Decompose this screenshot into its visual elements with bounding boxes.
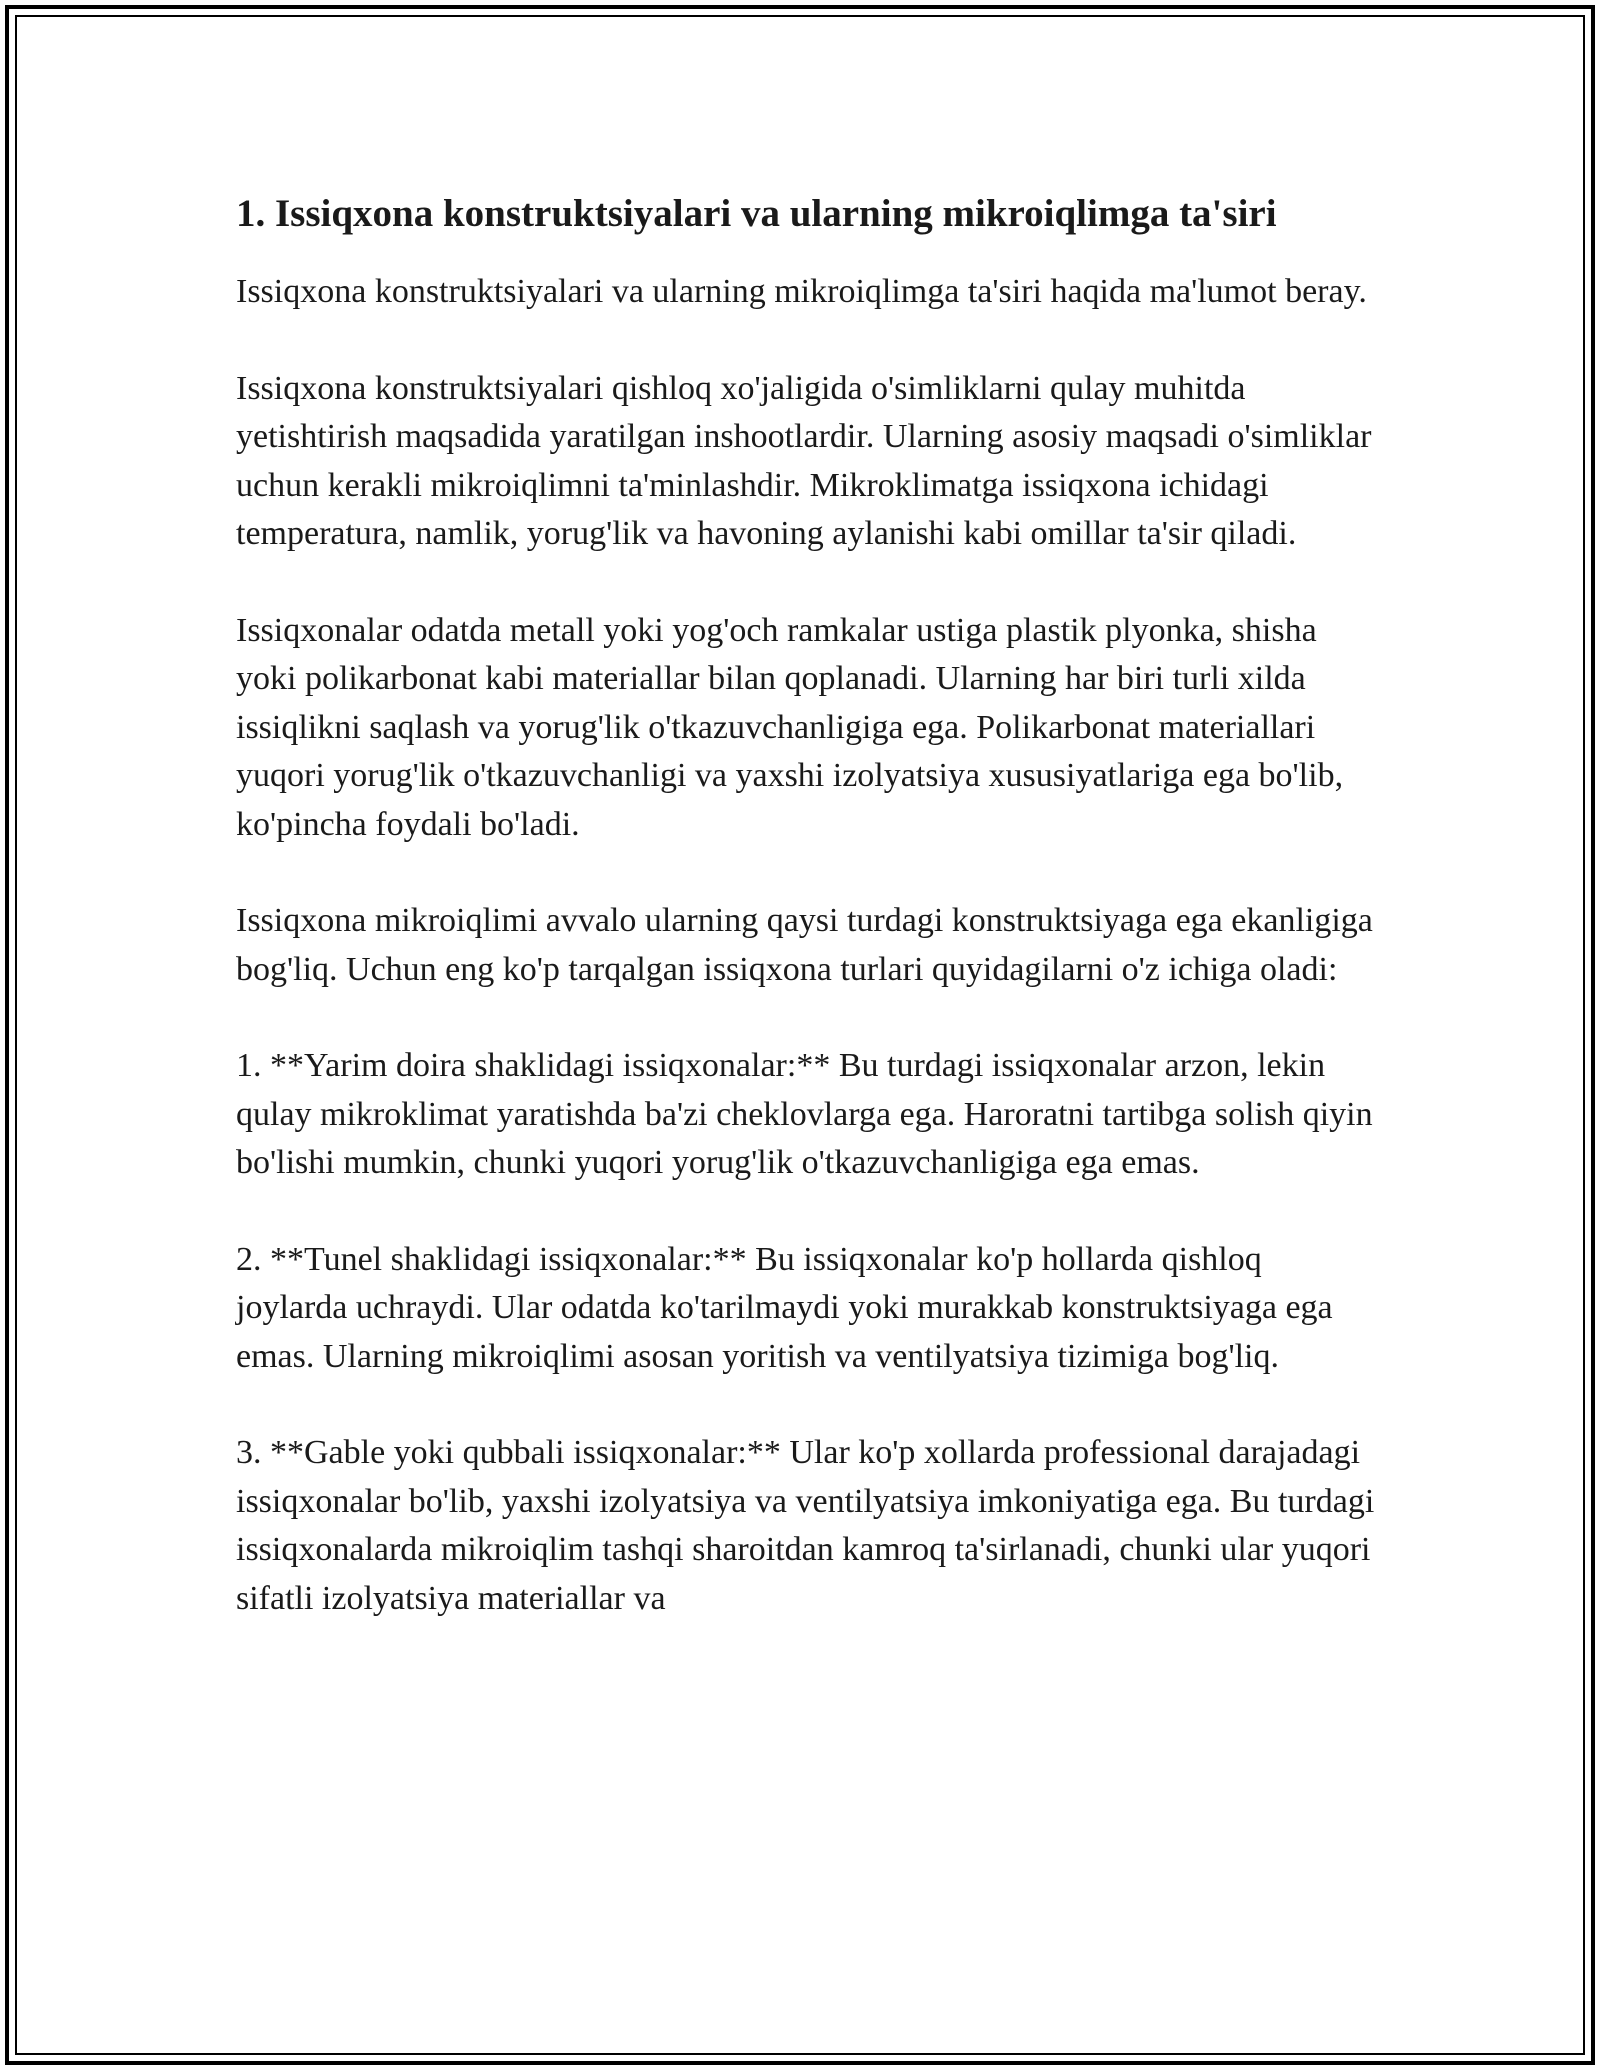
paragraph-types-intro: Issiqxona mikroiqlimi avvalo ularning qaysi turdagi konstruktsiyaga ega ekanligiga bog'liq. Uchun eng ko'p tarqalgan issiqxona turlari quyidagilarni o'z ichiga oladi: bbox=[236, 902, 1373, 988]
paragraph-intro: Issiqxona konstruktsiyalari va ularning mikroiqlimga ta'siri haqida ma'lumot beray. bbox=[236, 273, 1367, 310]
list-item-tunnel: 2. **Tunel shaklidagi issiqxonalar:** Bu issiqxonalar ko'p hollarda qishloq joylarda uchraydi. Ular odatda ko'tarilmaydi yoki murakkab konstruktsiyaga ega emas. Ularning mikroiqlimi asosan yoritish va ventilyatsiya tizimiga bog'liq. bbox=[236, 1240, 1333, 1375]
document-body bbox=[236, 190, 1376, 1671]
list-item-semicircle: 1. **Yarim doira shaklidagi issiqxonalar:** Bu turdagi issiqxonalar arzon, lekin qulay mikroklimat yaratishda ba'zi cheklovlarga ega. Haroratni tartibga solish qiyin bo'lishi mumkin, chunki yuqori yorug'lik o'tkazuvchanligiga ega emas. bbox=[236, 1047, 1373, 1181]
document-title: 1. Issiqxona konstruktsiyalari va ularning mikroiqlimga ta'siri bbox=[236, 192, 1277, 235]
list-item-gable: 3. **Gable yoki qubbali issiqxonalar:** Ular ko'p xollarda professional darajadagi issiqxonalar bo'lib, yaxshi izolyatsiya va ventilyatsiya imkoniyatiga ega. Bu turdagi issiqxonalarda mikroiqlim tashqi sharoitdan kamroq ta'sirlanadi, chunki ular yuqori sifatli izolyatsiya materiallar va bbox=[236, 1434, 1375, 1617]
paragraph-materials: Issiqxonalar odatda metall yoki yog'och ramkalar ustiga plastik plyonka, shisha yoki polikarbonat kabi materiallar bilan qoplanadi. Ularning har biri turli xilda issiqlikni saqlash va yorug'lik o'tkazuvchanligiga ega. Polikarbonat materiallari yuqori yorug'lik o'tkazuvchanligi va yaxshi izolyatsiya xususiyatlariga ega bo'lib, ko'pincha foydali bo'ladi. bbox=[236, 611, 1344, 843]
paragraph-definition: Issiqxona konstruktsiyalari qishloq xo'jaligida o'simliklarni qulay muhitda yetishtirish maqsadida yaratilgan inshootlardir. Ularning asosiy maqsadi o'simliklar uchun kerakli mikroiqlimni ta'minlashdir. Mikroklimatga issiqxona ichidagi temperatura, namlik, yorug'lik va havoning aylanishi kabi omillar ta'sir qiladi. bbox=[236, 369, 1372, 552]
